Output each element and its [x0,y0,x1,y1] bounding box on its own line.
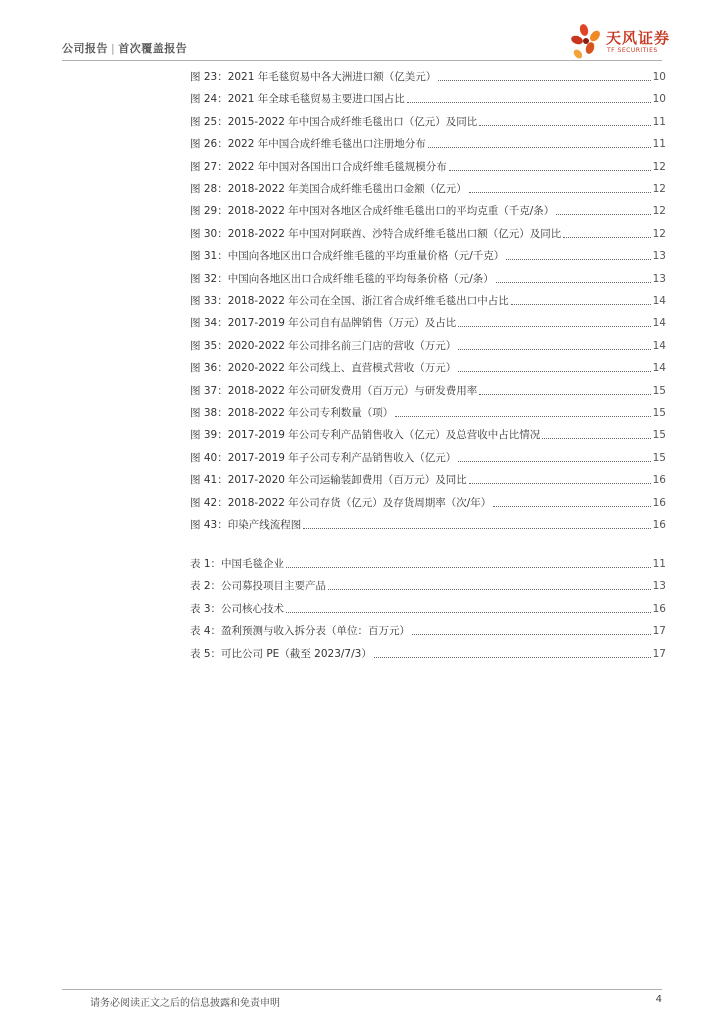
toc-leader-dots [458,349,650,350]
footer-divider [62,989,662,990]
toc-entry[interactable] [190,202,666,218]
toc-entry-page: 14 [652,362,666,375]
toc-entry[interactable] [190,449,666,465]
toc-entry-page: 16 [652,602,666,615]
logo-subtitle: TF SECURITIES [607,47,658,54]
flower-logo-icon [570,22,606,62]
toc-leader-dots [458,461,650,462]
toc-entry-label: 图 33：2018-2022 年公司在全国、浙江省合成纤维毛毯出口中占比 [190,295,509,307]
toc-leader-dots [493,506,650,507]
toc-entry-page: 16 [652,519,666,531]
toc-entry-page: 17 [652,647,666,660]
toc-entry[interactable] [190,471,666,487]
toc-entry-label: 表 1：中国毛毯企业 [190,558,285,570]
toc-leader-dots [506,259,650,260]
toc-entry-label: 表 3：公司核心技术 [190,602,285,615]
toc-entry-label: 图 32：中国向各地区出口合成纤维毛毯的平均每条价格（元/条） [190,272,494,285]
logo-name: 天风证券 [606,29,671,47]
toc-entry-label: 图 30：2018-2022 年中国对阿联酋、沙特合成纤维毛毯出口额（亿元）及同比 [190,227,562,240]
toc-leader-dots [449,170,651,171]
toc-entry-page: 12 [652,227,666,240]
header-separator: | [111,42,116,55]
company-logo [570,22,680,62]
toc-entry-label: 图 42：2018-2022 年公司存货（亿元）及存货周期率（次/年） [190,496,492,509]
report-header [62,40,187,56]
toc-entry-label: 图 26：2022 年中国合成纤维毛毯出口注册地分布 [190,138,426,151]
toc-entry[interactable] [190,225,666,241]
toc-entry-label: 表 2：公司募投项目主要产品 [190,580,327,593]
toc-entry-label: 图 35：2020-2022 年公司排名前三门店的营收（万元） [190,339,457,352]
toc-leader-dots [542,438,650,439]
toc-entry-label: 图 38：2018-2022 年公司专利数量（项） [190,407,394,419]
toc-entry-page: 17 [652,625,666,638]
toc-entry[interactable] [190,426,666,442]
toc-entry-page: 10 [652,71,666,83]
toc-entry-page: 15 [652,429,666,442]
toc-entry-page: 15 [652,384,666,397]
toc-leader-dots [438,80,650,81]
toc-entry-label: 图 24：2021 年全球毛毯贸易主要进口国占比 [190,93,405,106]
toc-entry[interactable] [190,337,666,353]
toc-leader-dots [395,416,650,417]
page-number: 4 [655,994,662,1005]
toc-leader-dots [458,326,650,327]
toc-entry[interactable] [190,135,666,151]
toc-leader-dots [412,634,651,635]
report-type: 公司报告 [62,42,108,55]
toc-entry-page: 13 [652,250,666,263]
report-subtype: 首次覆盖报告 [118,42,188,55]
toc-entry-label: 图 34：2017-2019 年公司自有品牌销售（万元）及占比 [190,317,457,330]
toc-leader-dots [328,589,651,590]
toc-entry[interactable] [190,382,666,398]
toc-leader-dots [428,147,651,148]
toc-entry[interactable] [190,359,666,375]
toc-entry-label: 图 28：2018-2022 年美国合成纤维毛毯出口金额（亿元） [190,183,467,195]
header-divider [62,60,662,61]
toc-entry-page: 13 [652,580,666,593]
toc-entry-label: 图 36：2020-2022 年公司线上、直营模式营收（万元） [190,362,457,375]
toc-entry-page: 13 [652,272,666,285]
toc-entry[interactable] [190,577,666,593]
toc-entry[interactable] [190,247,666,263]
toc-entry-page: 14 [652,295,666,307]
toc-entry-label: 图 43：印染产线流程图 [190,519,302,531]
toc-leader-dots [303,528,650,529]
toc-entry-page: 15 [652,407,666,419]
toc-leader-dots [479,394,650,395]
toc-leader-dots [458,371,650,372]
toc-entry[interactable] [190,158,666,174]
toc-entry-label: 图 40：2017-2019 年子公司专利产品销售收入（亿元） [190,451,457,464]
footer-disclaimer: 请务必阅读正文之后的信息披露和免责申明 [90,998,280,1009]
toc-entry-label: 图 23：2021 年毛毯贸易中各大洲进口额（亿美元） [190,71,437,83]
toc-entry[interactable] [190,113,666,129]
toc-entry-page: 16 [652,474,666,487]
toc-entry-page: 11 [652,138,666,151]
toc-leader-dots [563,237,650,238]
toc-leader-dots [407,102,651,103]
toc-entry[interactable] [190,68,666,84]
toc-entry-label: 图 37：2018-2022 年公司研发费用（百万元）与研发费用率 [190,384,478,397]
toc-leader-dots [286,612,651,613]
toc-entry[interactable] [190,292,666,308]
toc-entry[interactable] [190,555,666,571]
toc-entry-page: 14 [652,339,666,352]
toc-entry-page: 15 [652,451,666,464]
toc-entry-page: 14 [652,317,666,330]
toc-entry-page: 12 [652,160,666,173]
toc-leader-dots [496,282,651,283]
toc-entry-page: 12 [652,205,666,218]
toc-leader-dots [556,214,650,215]
toc-entry[interactable] [190,494,666,510]
toc-entry-label: 表 4：盈利预测与收入拆分表（单位：百万元） [190,625,411,638]
toc-leader-dots [469,483,651,484]
toc-entry-label: 图 31：中国向各地区出口合成纤维毛毯的平均重量价格（元/千克） [190,250,505,263]
toc-entry-label: 图 29：2018-2022 年中国对各地区合成纤维毛毯出口的平均克重（千克/条） [190,205,555,218]
toc-leader-dots [479,125,650,126]
toc-leader-dots [374,657,651,658]
toc-entry-label: 图 27：2022 年中国对各国出口合成纤维毛毯规模分布 [190,160,447,173]
toc-entry-label: 图 39：2017-2019 年公司专利产品销售收入（亿元）及总营收中占比情况 [190,429,541,442]
toc-entry-label: 图 25：2015-2022 年中国合成纤维毛毯出口（亿元）及同比 [190,115,478,128]
toc-leader-dots [469,192,651,193]
toc-entry[interactable] [190,314,666,330]
toc-entry[interactable] [190,270,666,286]
toc-entry[interactable] [190,622,666,638]
toc-entry[interactable] [190,516,666,532]
toc-entry[interactable] [190,180,666,196]
toc-entry-label: 表 5：可比公司 PE（截至 2023/7/3） [190,647,372,660]
toc-entry-label: 图 41：2017-2020 年公司运输装卸费用（百万元）及同比 [190,474,467,487]
toc-leader-dots [286,567,651,568]
toc-entry-page: 11 [652,115,666,128]
toc-entry-page: 10 [652,93,666,106]
toc-entry[interactable] [190,404,666,420]
toc-entry[interactable] [190,600,666,616]
toc-entry[interactable] [190,90,666,106]
toc-entry[interactable] [190,645,666,661]
toc-entry-page: 16 [652,496,666,509]
toc-leader-dots [511,304,651,305]
toc-entry-page: 11 [652,558,666,570]
toc-entry-page: 12 [652,183,666,195]
